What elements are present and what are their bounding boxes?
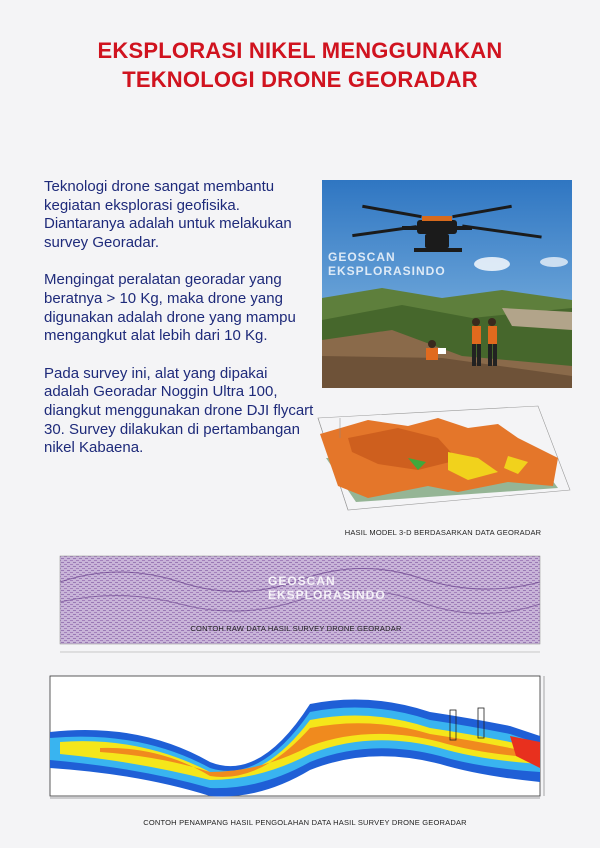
processed-cross-section [40,672,570,812]
paragraph-1: Teknologi drone sangat membantu kegiatan eksplorasi geofisika. Diantaranya adalah untuk melakukan survey Georadar. [44,178,292,251]
drone-survey-photo [322,180,572,388]
title-line-2: TEKNOLOGI DRONE GEORADAR [122,67,478,92]
radargram-watermark-line-2: EKSPLORASINDO [268,588,386,602]
raw-caption: CONTOH RAW DATA HASIL SURVEY DRONE GEORADAR [190,624,402,633]
radargram-watermark-line-1: GEOSCAN [268,574,336,588]
photo-watermark [328,250,446,278]
radargram-watermark [268,574,386,602]
paragraph-3: Pada survey ini, alat yang dipakai adalah Georadar Noggin Ultra 100, diangkut menggunakan drone DJI flycart 30. Survey dilakukan di pertambangan nikel Kabaena. [44,364,314,457]
paragraph-2: Mengingat peralatan georadar yang beratnya > 10 Kg, maka drone yang digunakan adalah drone yang mampu mengangkut alat lebih dari 10 Kg. [44,271,296,345]
watermark-line-2: EKSPLORASINDO [328,264,446,278]
raw-radargram [40,552,552,670]
section-caption: CONTOH PENAMPANG HASIL PENGOLAHAN DATA HASIL SURVEY DRONE GEORADAR [143,818,467,827]
georadar-3d-model [308,398,578,518]
watermark-line-1: GEOSCAN [328,250,396,264]
title-line-1: EKSPLORASI NIKEL MENGGUNAKAN [97,38,503,63]
model-caption: HASIL MODEL 3-D BERDASARKAN DATA GEORADAR [344,528,542,537]
page-title [0,36,600,94]
description-text [44,178,314,477]
